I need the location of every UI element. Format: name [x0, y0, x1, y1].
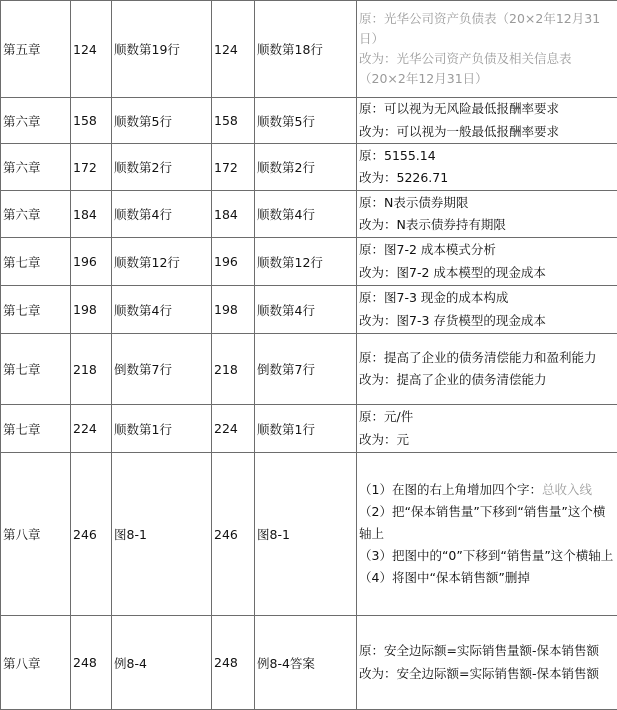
chapter-cell: 第七章	[1, 238, 71, 286]
table-row	[1, 191, 617, 238]
chapter-cell: 第六章	[1, 98, 71, 144]
chapter-cell: 第七章	[1, 405, 71, 453]
page-b-cell: 198	[212, 286, 255, 334]
table-row	[1, 334, 617, 405]
correction-revised: 改为：光华公司资产负债及相关信息表（20×2年12月31日）	[359, 49, 615, 89]
correction-cell	[357, 1, 617, 98]
table-row	[1, 616, 617, 710]
correction-revised: 改为：可以视为一般最低报酬率要求	[359, 121, 615, 144]
page-a-cell: 172	[71, 144, 112, 191]
table-row	[1, 286, 617, 334]
chapter-cell: 第七章	[1, 286, 71, 334]
loc-b-cell: 顺数第12行	[255, 238, 357, 286]
chapter-cell: 第八章	[1, 616, 71, 710]
loc-a-cell: 顺数第12行	[112, 238, 212, 286]
errata-table-body	[1, 1, 617, 710]
loc-a-cell: 顺数第19行	[112, 1, 212, 98]
correction-step-1	[359, 479, 615, 501]
loc-a-cell: 顺数第2行	[112, 144, 212, 191]
page-b-cell: 246	[212, 453, 255, 616]
chapter-cell: 第五章	[1, 1, 71, 98]
correction-original: 原：可以视为无风险最低报酬率要求	[359, 98, 615, 121]
correction-original: 原：图7-2 成本模式分析	[359, 239, 615, 262]
loc-b-cell: 倒数第7行	[255, 334, 357, 405]
page-a-cell: 246	[71, 453, 112, 616]
correction-cell	[357, 334, 617, 405]
page-b-cell: 184	[212, 191, 255, 238]
page-b-cell: 158	[212, 98, 255, 144]
chapter-cell: 第六章	[1, 191, 71, 238]
loc-a-cell: 例8-4	[112, 616, 212, 710]
loc-b-cell: 例8-4答案	[255, 616, 357, 710]
page-a-cell: 224	[71, 405, 112, 453]
page-a-cell: 248	[71, 616, 112, 710]
table-row	[1, 405, 617, 453]
loc-b-cell: 顺数第4行	[255, 191, 357, 238]
loc-b-cell: 顺数第2行	[255, 144, 357, 191]
correction-cell	[357, 453, 617, 616]
correction-original: 原：提高了企业的债务清偿能力和盈利能力	[359, 347, 615, 370]
table-row	[1, 1, 617, 98]
correction-cell	[357, 616, 617, 710]
page-b-cell: 224	[212, 405, 255, 453]
loc-b-cell: 顺数第5行	[255, 98, 357, 144]
correction-step-4: （4）将图中“保本销售额”删掉	[359, 567, 615, 589]
correction-revised: 改为：图7-2 成本模型的现金成本	[359, 262, 615, 285]
page-a-cell: 196	[71, 238, 112, 286]
correction-original: 原：安全边际额=实际销售量额-保本销售额	[359, 640, 615, 663]
correction-cell	[357, 286, 617, 334]
page-a-cell: 198	[71, 286, 112, 334]
correction-original: 原：光华公司资产负债表（20×2年12月31日）	[359, 9, 615, 49]
loc-a-cell: 倒数第7行	[112, 334, 212, 405]
correction-original: 原：元/件	[359, 406, 615, 429]
loc-a-cell: 顺数第5行	[112, 98, 212, 144]
page-a-cell: 184	[71, 191, 112, 238]
page-a-cell: 218	[71, 334, 112, 405]
loc-a-cell: 顺数第4行	[112, 286, 212, 334]
correction-revised: 改为：提高了企业的债务清偿能力	[359, 369, 615, 392]
page-b-cell: 124	[212, 1, 255, 98]
page-b-cell: 248	[212, 616, 255, 710]
table-row	[1, 238, 617, 286]
table-row	[1, 144, 617, 191]
step-1-highlight: 总收入线	[542, 482, 592, 497]
table-row	[1, 98, 617, 144]
page-a-cell: 158	[71, 98, 112, 144]
table-row	[1, 453, 617, 616]
loc-a-cell: 顺数第1行	[112, 405, 212, 453]
correction-original: 原：5155.14	[359, 145, 615, 168]
loc-b-cell: 顺数第18行	[255, 1, 357, 98]
correction-revised: 改为：安全边际额=实际销售额-保本销售额	[359, 663, 615, 686]
correction-revised: 改为：5226.71	[359, 167, 615, 190]
loc-a-cell: 图8-1	[112, 453, 212, 616]
chapter-cell: 第六章	[1, 144, 71, 191]
step-1-text: （1）在图的右上角增加四个字：	[359, 482, 542, 497]
chapter-cell: 第七章	[1, 334, 71, 405]
loc-b-cell: 顺数第4行	[255, 286, 357, 334]
correction-original: 原：图7-3 现金的成本构成	[359, 287, 615, 310]
page-a-cell: 124	[71, 1, 112, 98]
page-b-cell: 196	[212, 238, 255, 286]
correction-revised: 改为：元	[359, 429, 615, 452]
page-b-cell: 172	[212, 144, 255, 191]
page-b-cell: 218	[212, 334, 255, 405]
correction-cell	[357, 238, 617, 286]
correction-cell	[357, 191, 617, 238]
correction-step-2: （2）把“保本销售量”下移到“销售量”这个横轴上	[359, 501, 615, 545]
correction-cell	[357, 144, 617, 191]
correction-cell	[357, 405, 617, 453]
correction-original: 原：N表示债券期限	[359, 192, 615, 215]
loc-a-cell: 顺数第4行	[112, 191, 212, 238]
correction-revised: 改为：图7-3 存货模型的现金成本	[359, 310, 615, 333]
correction-cell	[357, 98, 617, 144]
loc-b-cell: 顺数第1行	[255, 405, 357, 453]
correction-step-3: （3）把图中的“0”下移到“销售量”这个横轴上	[359, 545, 615, 567]
loc-b-cell: 图8-1	[255, 453, 357, 616]
correction-revised: 改为：N表示债券持有期限	[359, 214, 615, 237]
chapter-cell: 第八章	[1, 453, 71, 616]
